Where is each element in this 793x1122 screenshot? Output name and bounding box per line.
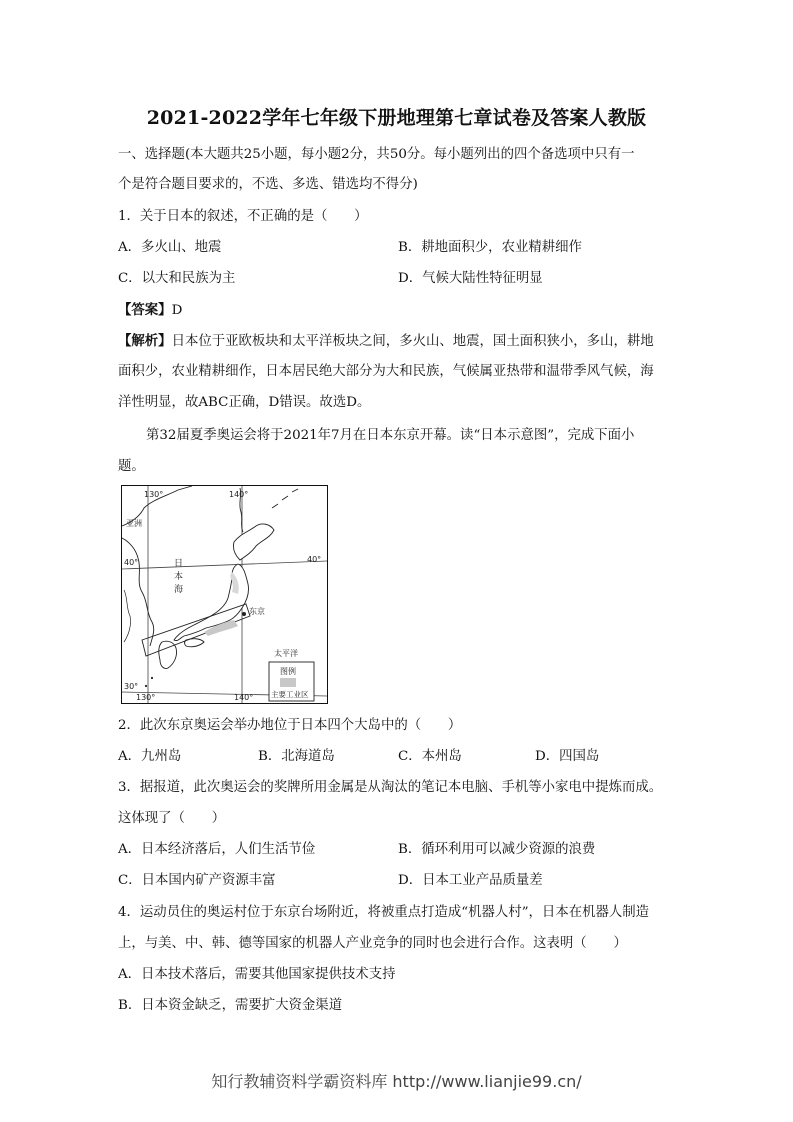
hokkaido-island xyxy=(233,524,274,560)
label-sea-japan-1: 日 xyxy=(174,559,184,569)
label-lon-140-top: 140° xyxy=(229,490,249,499)
label-lat-30-left: 30° xyxy=(124,682,139,691)
question-2-option-b: B．北海道岛 xyxy=(258,749,335,764)
legend-item-label: 主要工业区 xyxy=(271,690,309,699)
section-instructions-line-2: 个是符合题目要求的，不选、多选、错选均不得分) xyxy=(118,177,418,192)
label-pacific: 太平洋 xyxy=(274,649,298,658)
japan-map xyxy=(121,485,328,704)
legend-title: 图例 xyxy=(280,667,296,676)
question-3-stem-line-1: 3．据报道，此次奥运会的奖牌所用金属是从淘汰的笔记本电脑、手机等小家电中提炼而成。 xyxy=(118,780,663,795)
question-2-option-a: A．九州岛 xyxy=(118,749,182,764)
intro-line-2: 题。 xyxy=(118,459,145,474)
label-sea-japan-2: 本 xyxy=(174,572,184,582)
question-2-option-d: D．四国岛 xyxy=(535,749,600,764)
legend-swatch xyxy=(280,678,296,687)
label-lat-40-right: 40° xyxy=(307,555,322,564)
parallel-40 xyxy=(122,561,327,569)
question-1-stem: 1．关于日本的叙述，不正确的是（ ） xyxy=(118,209,368,224)
question-3-option-a: A．日本经济落后，人们生活节俭 xyxy=(118,842,316,857)
answer-label: 【答案】 xyxy=(118,302,172,318)
tokyo-marker xyxy=(242,612,246,616)
ryukyu-island xyxy=(151,677,153,679)
question-3-option-d: D．日本工业产品质量差 xyxy=(398,873,543,888)
question-4-stem-line-1: 4．运动员住的奥运村位于东京台场附近，将被重点打造成“机器人村”，日本在机器人制造 xyxy=(118,905,650,920)
question-1-answer xyxy=(118,301,182,320)
label-tokyo: 东京 xyxy=(249,607,265,616)
label-sea-japan-3: 海 xyxy=(174,585,184,595)
question-1-option-a: A．多火山、地震 xyxy=(118,240,222,255)
label-lon-140-bottom: 140° xyxy=(234,693,254,702)
analysis-label: 【解析】 xyxy=(118,333,172,349)
label-lon-130-top: 130° xyxy=(144,490,164,499)
question-2-option-c: C．本州岛 xyxy=(398,749,462,764)
analysis-text: 日本位于亚欧板块和太平洋板块之间，多火山、地震，国土面积狭小，多山，耕地 xyxy=(171,334,654,349)
question-3-option-c: C．日本国内矿产资源丰富 xyxy=(118,873,276,888)
label-lon-130-bottom: 130° xyxy=(136,693,156,702)
question-1-analysis-line-2: 面积少，农业精耕细作，日本居民绝大部分为大和民族，气候属亚热带和温带季风气候，海 xyxy=(118,364,654,379)
question-4-option-b: B．日本资金缺乏，需要扩大资金渠道 xyxy=(118,998,343,1013)
question-3-option-b: B．循环利用可以减少资源的浪费 xyxy=(398,842,596,857)
section-instructions-line-1: 一、选择题(本大题共25小题，每小题2分，共50分。每小题列出的四个备选项中只有一 xyxy=(118,147,635,162)
question-4-option-a: A．日本技术落后，需要其他国家提供技术支持 xyxy=(118,967,396,982)
question-1-analysis-line-1 xyxy=(118,332,654,351)
kuril-islands xyxy=(272,489,298,508)
answer-value: D xyxy=(171,303,183,318)
page-title: 2021-2022学年七年级下册地理第七章试卷及答案人教版 xyxy=(146,107,647,129)
ryukyu-island xyxy=(145,685,147,687)
korean-peninsula-coast xyxy=(122,538,154,646)
mainland-coast-south xyxy=(124,590,131,642)
question-4-stem-line-2: 上，与美、中、韩、德等国家的机器人产业竞争的同时也会进行合作。这表明（ ） xyxy=(118,936,627,951)
question-1-option-c: C．以大和民族为主 xyxy=(118,271,236,286)
question-1-analysis-line-3: 洋性明显，故ABC正确，D错误。故选D。 xyxy=(118,395,371,410)
question-1-option-d: D．气候大陆性特征明显 xyxy=(398,271,543,286)
question-2-stem: 2．此次东京奥运会举办地位于日本四个大岛中的（ ） xyxy=(118,718,462,733)
label-lat-40-left: 40° xyxy=(124,558,139,567)
question-1-option-b: B．耕地面积少，农业精耕细作 xyxy=(398,240,582,255)
question-3-stem-line-2: 这体现了（ ） xyxy=(118,811,226,826)
label-asia: 亚洲 xyxy=(126,519,142,528)
footer-watermark: 知行教辅资料学霸资料库 http://www.lianjie99.cn/ xyxy=(211,1072,582,1091)
japan-map-svg xyxy=(122,486,327,703)
intro-line-1: 第32届夏季奥运会将于2021年7月在日本东京开幕。读“日本示意图”，完成下面小 xyxy=(146,428,635,443)
